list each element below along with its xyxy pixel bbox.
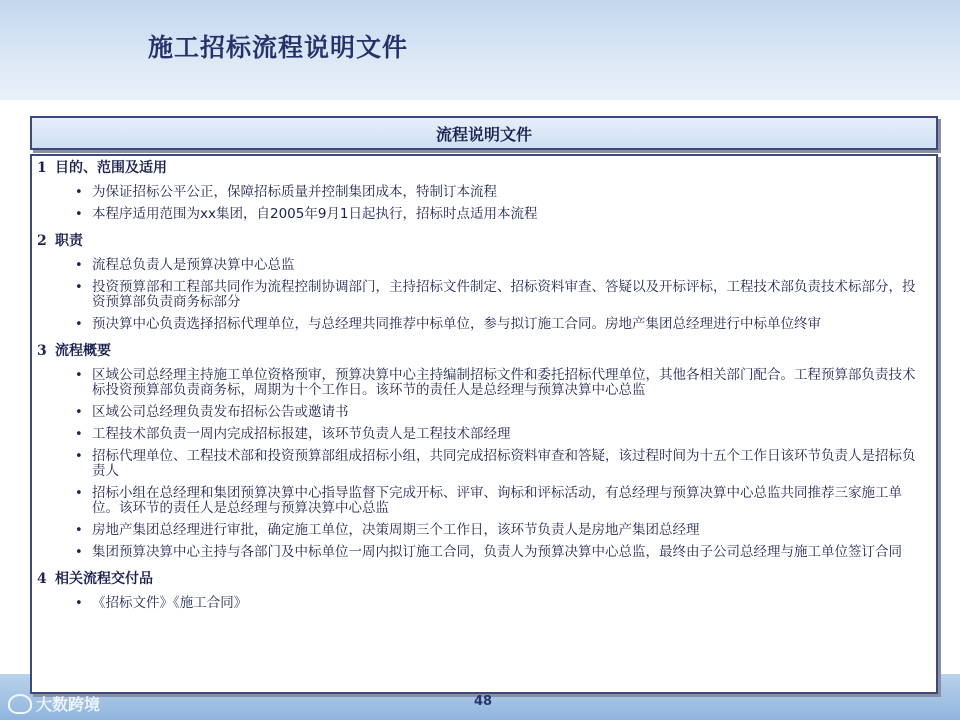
bullet-text: 预决算中心负责选择招标代理单位，与总经理共同推荐中标单位，参与拟订施工合同。房地产集团总经理进行中标单位终审 bbox=[92, 316, 821, 332]
section-heading-text: 职责 bbox=[55, 233, 83, 249]
document-header-title: 流程说明文件 bbox=[435, 124, 532, 144]
bullet-text: 本程序适用范围为xx集团，自2005年9月1日起执行，招标时点适用本流程 bbox=[92, 206, 538, 222]
bullet-item bbox=[32, 427, 936, 442]
watermark bbox=[8, 692, 100, 715]
bullet-text: 为保证招标公平公正，保障招标质量并控制集团成本，特制订本流程 bbox=[92, 184, 497, 200]
section-number: 4 bbox=[37, 571, 47, 587]
section-heading-text: 目的、范围及适用 bbox=[55, 160, 167, 176]
watermark-text: 大数跨境 bbox=[36, 695, 101, 714]
bullet-dot-icon: • bbox=[75, 405, 83, 420]
bullet-dot-icon: • bbox=[75, 185, 83, 200]
bullet-list bbox=[32, 368, 936, 560]
section-heading bbox=[32, 567, 936, 591]
bullet-text: 工程技术部负责一周内完成招标报建，该环节负责人是工程技术部经理 bbox=[92, 426, 511, 442]
bullet-dot-icon: • bbox=[75, 317, 83, 332]
bullet-text: 招标小组在总经理和集团预算决算中心指导监督下完成开标、评审、询标和评标活动，有总经理与预算决算中心总监共同推荐三家施工单位。该环节的责任人是总经理与预算决算中心总监 bbox=[92, 485, 902, 516]
bullet-item bbox=[32, 258, 936, 273]
section bbox=[32, 229, 936, 332]
section-heading-text: 相关流程交付品 bbox=[55, 571, 153, 587]
section-heading-text: 流程概要 bbox=[55, 343, 111, 359]
bullet-list bbox=[32, 185, 936, 222]
section bbox=[32, 567, 936, 611]
bullet-text: 投资预算部和工程部共同作为流程控制协调部门，主持招标文件制定、招标资料审查、答疑以及开标评标，工程技术部负责技术标部分，投资预算部负责商务标部分 bbox=[92, 279, 916, 310]
page-number: 48 bbox=[474, 694, 493, 709]
bullet-item bbox=[32, 207, 936, 222]
section-number: 2 bbox=[37, 233, 47, 249]
bullet-text: 房地产集团总经理进行审批，确定施工单位，决策周期三个工作日，该环节负责人是房地产集团总经理 bbox=[92, 522, 700, 538]
bullet-dot-icon: • bbox=[75, 258, 83, 273]
bullet-item bbox=[32, 185, 936, 200]
bullet-dot-icon: • bbox=[75, 449, 83, 464]
bullet-text: 招标代理单位、工程技术部和投资预算部组成招标小组，共同完成招标资料审查和答疑，该过程时间为十五个工作日该环节负责人是招标负责人 bbox=[92, 448, 916, 479]
bullet-item bbox=[32, 596, 936, 611]
bullet-dot-icon: • bbox=[75, 280, 83, 295]
bullet-item bbox=[32, 523, 936, 538]
bullet-item bbox=[32, 486, 936, 516]
bullet-dot-icon: • bbox=[75, 427, 83, 442]
section-number: 1 bbox=[37, 160, 47, 176]
bullet-item bbox=[32, 368, 936, 398]
section-heading bbox=[32, 339, 936, 363]
document-header bbox=[30, 116, 938, 150]
section-number: 3 bbox=[37, 343, 47, 359]
section-heading bbox=[32, 156, 936, 180]
bullet-text: 流程总负责人是预算决算中心总监 bbox=[92, 257, 295, 273]
section bbox=[32, 156, 936, 222]
bullet-dot-icon: • bbox=[75, 368, 83, 383]
sections-container bbox=[32, 156, 936, 611]
bullet-list bbox=[32, 258, 936, 332]
bullet-dot-icon: • bbox=[75, 207, 83, 222]
bullet-item bbox=[32, 449, 936, 479]
bullet-list bbox=[32, 596, 936, 611]
bullet-dot-icon: • bbox=[75, 523, 83, 538]
bullet-text: 区域公司总经理主持施工单位资格预审，预算决算中心主持编制招标文件和委托招标代理单位，其他各相关部门配合。工程预算部负责技术标投资预算部负责商务标，周期为十个工作日。该环节的责任人是总经理与预算决算中心总监 bbox=[92, 367, 916, 398]
bullet-dot-icon: • bbox=[75, 596, 83, 611]
bullet-text: 区域公司总经理负责发布招标公告或邀请书 bbox=[92, 404, 349, 420]
bullet-item bbox=[32, 280, 936, 310]
page-title: 施工招标流程说明文件 bbox=[148, 33, 409, 62]
bullet-dot-icon: • bbox=[75, 486, 83, 501]
bullet-item bbox=[32, 317, 936, 332]
bullet-text: 集团预算决算中心主持与各部门及中标单位一周内拟订施工合同，负责人为预算决算中心总监，最终由子公司总经理与施工单位签订合同 bbox=[92, 544, 902, 560]
section bbox=[32, 339, 936, 560]
bullet-text: 《招标文件》《施工合同》 bbox=[92, 595, 248, 611]
bullet-item bbox=[32, 545, 936, 560]
document-body bbox=[30, 154, 938, 694]
watermark-logo-icon bbox=[8, 694, 32, 714]
bullet-dot-icon: • bbox=[75, 545, 83, 560]
bullet-item bbox=[32, 405, 936, 420]
title-band bbox=[0, 0, 960, 100]
section-heading bbox=[32, 229, 936, 253]
